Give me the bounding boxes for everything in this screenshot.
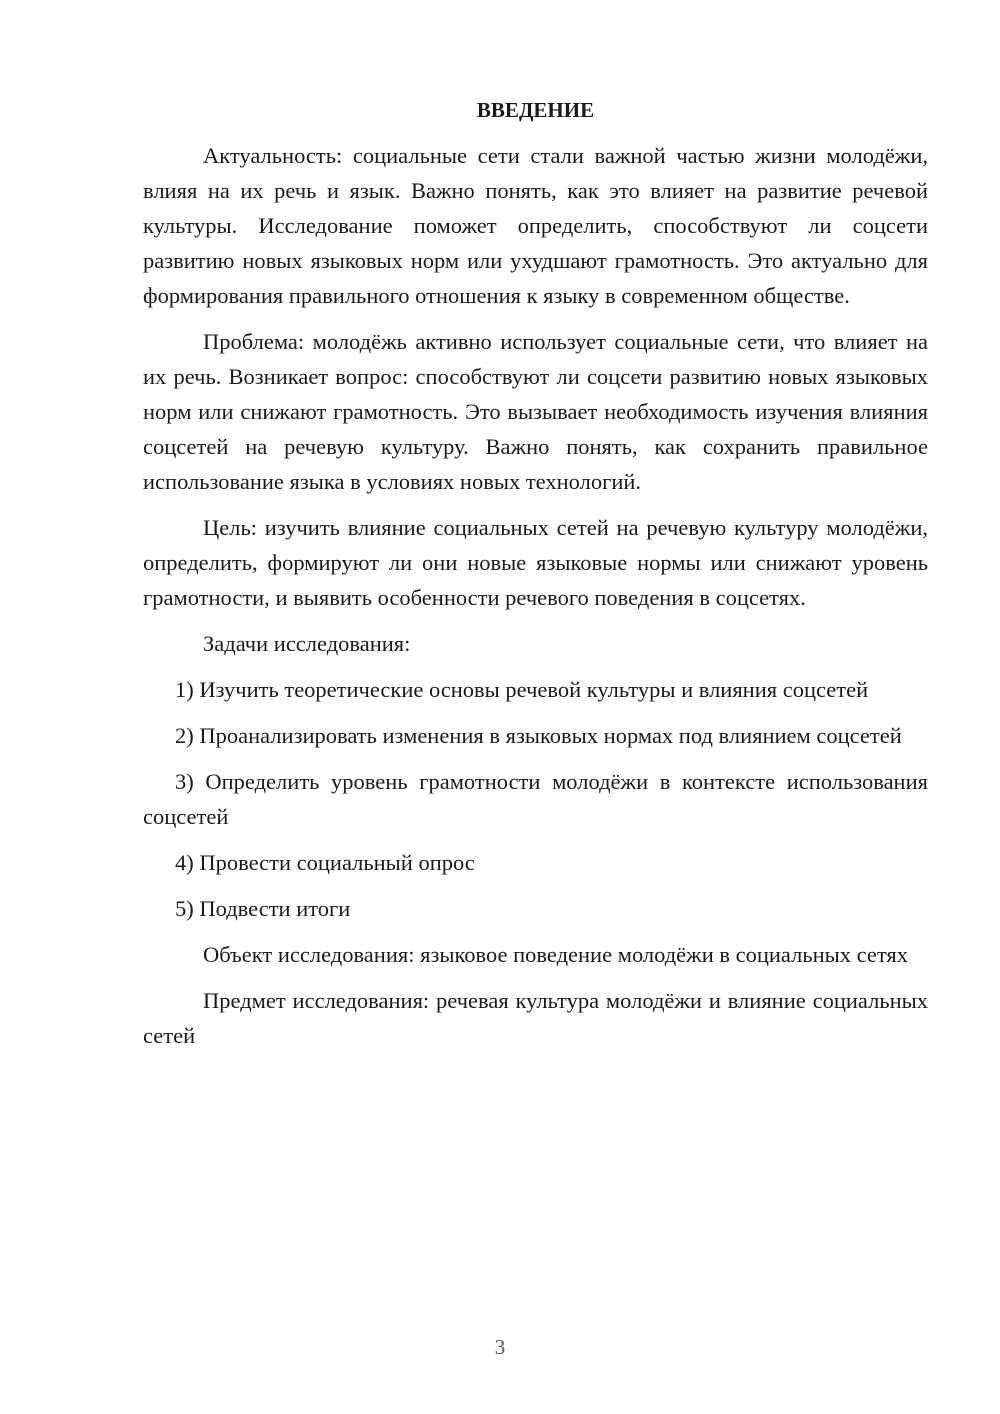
page-content — [143, 93, 928, 1053]
paragraph-subject: Предмет исследования: речевая культура молодёжи и влияние социальных сетей — [143, 988, 928, 1048]
task-item-5: 5) Подвести итоги — [175, 896, 351, 921]
task-item-2: 2) Проанализировать изменения в языковых нормах под влиянием соцсетей — [175, 723, 902, 748]
section-title: ВВЕДЕНИЕ — [476, 98, 595, 122]
task-item-3: 3) Определить уровень грамотности молодёжи в контексте использования соцсетей — [143, 769, 928, 829]
paragraph-goal: Цель: изучить влияние социальных сетей на речевую культуру молодёжи, определить, формируют ли они новые языковые нормы или снижают уровень грамотности, и выявить особенности речевого поведения в соцсетях. — [143, 515, 928, 610]
paragraph-relevance: Актуальность: социальные сети стали важной частью жизни молодёжи, влияя на их речь и язык. Важно понять, как это влияет на развитие речевой культуры. Исследование поможет определить, способствуют ли соцсети развитию новых языковых норм или ухудшают грамотность. Это актуально для формирования правильного отношения к языку в современном обществе. — [143, 143, 928, 308]
task-item-1: 1) Изучить теоретические основы речевой культуры и влияния соцсетей — [175, 677, 869, 702]
paragraph-object: Объект исследования: языковое поведение молодёжи в социальных сетях — [203, 942, 909, 967]
paragraph-problem: Проблема: молодёжь активно использует социальные сети, что влияет на их речь. Возникает вопрос: способствуют ли соцсети развитию новых языковых норм или снижают грамотность. Это вызывает необходимость изучения влияния соцсетей на речевую культуру. Важно понять, как сохранить правильное использование языка в условиях новых технологий. — [143, 329, 928, 494]
task-item-4: 4) Провести социальный опрос — [175, 850, 475, 875]
page-number: 3 — [494, 1335, 506, 1359]
tasks-heading: Задачи исследования: — [203, 631, 411, 656]
